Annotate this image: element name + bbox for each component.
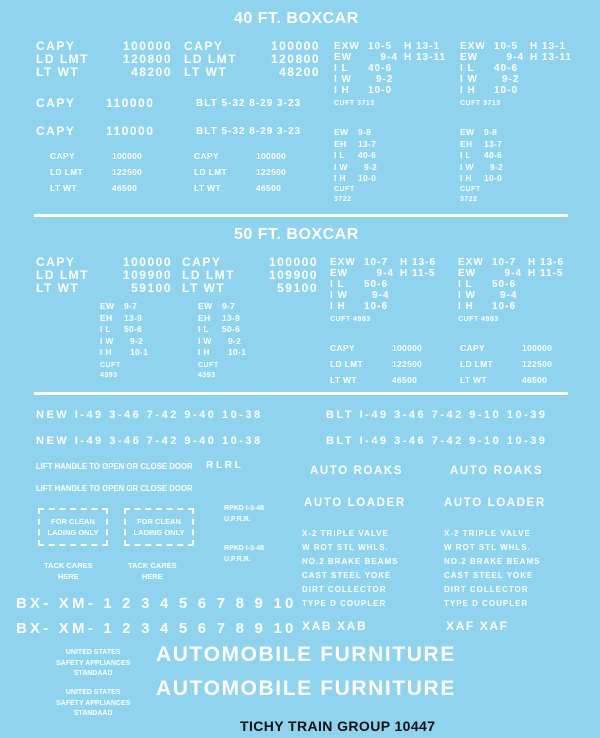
cuft-50-ew-b (198, 361, 219, 381)
dim-value: 13-7 (358, 138, 377, 149)
dim-value: H 13-1 (404, 41, 441, 52)
dim-value: 10-0 (494, 85, 519, 96)
value: 100000 (112, 151, 143, 161)
dim-value: 9-7 (124, 301, 138, 311)
value: 120800 (122, 52, 172, 66)
dim-value: 10-1 (228, 347, 247, 357)
dim-label: EXW (460, 41, 486, 52)
brake-line: CAST STEEL YOKE (302, 571, 392, 580)
dim-value: 50-6 (222, 324, 241, 334)
safety-line: STANDAAD (73, 710, 113, 717)
dim-value: 9-2 (130, 335, 144, 346)
cuft-value: 3722 (334, 196, 352, 203)
dim-label: I L (460, 63, 475, 74)
cuft-40-b: CUFT 3713 (460, 100, 501, 107)
value: 100000 (268, 255, 318, 269)
new-dates-2: NEW I-49 3-46 7-42 9-40 10-38 (36, 435, 263, 447)
clean-lading-box-a (38, 508, 108, 546)
dimensions-40-exw-a (334, 41, 446, 96)
label: LD LMT (50, 167, 83, 177)
value: 100000 (392, 343, 423, 353)
dimensions-40-exw-b (460, 41, 572, 96)
clean-line: LADING ONLY (47, 528, 99, 537)
value: 48200 (131, 65, 172, 79)
dimensions-50-exw-a (330, 257, 436, 312)
value: 110000 (106, 124, 155, 138)
dim-label: EXW (330, 257, 356, 268)
brake-line: DIRT COLLECTOR (302, 585, 387, 594)
dim-label: EW (198, 301, 213, 311)
dim-label: I W (334, 74, 352, 85)
label: LD LMT (194, 167, 227, 177)
dim-value: 50-6 (364, 279, 389, 290)
dim-label: I W (460, 74, 478, 85)
cuft-50-b: CUFT 4983 (458, 316, 499, 323)
dim-label: I W (458, 290, 476, 301)
capacity-block-40-a (36, 40, 172, 79)
dim-label: EW (334, 52, 353, 63)
class-xaf: XAF XAF (446, 619, 509, 633)
manufacturer-footer: TICHY TRAIN GROUP 10447 (240, 718, 436, 734)
lift-handle-notice-2: LIFT HANDLE TO OPEN OR CLOSE DOOR (36, 484, 193, 493)
brake-line: W ROT STL WHLS. (302, 543, 389, 552)
label: LD LMT (460, 359, 493, 369)
brake-stencil-b (444, 527, 540, 611)
label: CAPY (184, 39, 224, 53)
dim-value: 50-6 (124, 324, 143, 334)
tack-line: TACK CARES (128, 561, 177, 570)
repack-line: U.P.R.R. (224, 555, 251, 563)
tack-line: HERE (57, 572, 79, 581)
value: 110000 (106, 96, 155, 110)
built-dates-2: BLT I-49 3-46 7-42 9-10 10-39 (326, 435, 548, 447)
dim-value: 9-2 (502, 74, 520, 85)
label: LD LMT (36, 268, 89, 282)
dim-label: EW (330, 268, 349, 279)
value: 59100 (131, 281, 172, 295)
class-xab: XAB XAB (302, 619, 368, 633)
repack-line: U.P.R.R. (224, 515, 251, 523)
dim-value: 10-0 (358, 173, 377, 183)
dim-value: 40-6 (368, 63, 393, 74)
label: LT WT (36, 65, 80, 79)
clean-line: FOR CLEAN (137, 517, 181, 526)
dim-value: 9-2 (490, 161, 504, 172)
value: 100000 (270, 39, 320, 53)
dim-label: I W (460, 161, 474, 172)
value: 122500 (522, 359, 553, 369)
brake-line: TYPE D COUPLER (302, 599, 387, 608)
value: 46500 (256, 183, 282, 193)
dim-value: 10-6 (364, 301, 389, 312)
dim-label: I L (334, 63, 349, 74)
clean-lading-box-b (124, 508, 194, 546)
label: LD LMT (36, 52, 89, 66)
dim-value: 10-5 (368, 41, 393, 52)
reporting-marks-1: BX- XM- 1 2 3 4 5 6 7 8 9 10 (16, 595, 297, 612)
dim-value: H 13-6 (400, 257, 437, 268)
small-capacity-50-a (330, 340, 422, 388)
title-40ft: 40 FT. BOXCAR (234, 10, 359, 27)
label: CAPY (50, 151, 75, 161)
dim-label: I L (100, 324, 111, 334)
lift-handle-notice-1: LIFT HANDLE TO OPEN OR CLOSE DOOR (36, 462, 193, 471)
dim-label: I L (458, 279, 473, 290)
dim-value: 9-4 (500, 290, 518, 301)
dim-label: EH (198, 312, 211, 323)
label: LT WT (50, 183, 77, 193)
label: CAPY (36, 255, 76, 269)
dim-value: 9-4 (380, 52, 398, 63)
reporting-marks-2: BX- XM- 1 2 3 4 5 6 7 8 9 10 (16, 620, 297, 637)
new-dates-1: NEW I-49 3-46 7-42 9-40 10-38 (36, 409, 263, 421)
clean-line: LADING ONLY (133, 528, 185, 537)
dim-value: 9-2 (376, 74, 394, 85)
dim-value: 40-6 (494, 63, 519, 74)
dim-value: 10-5 (494, 41, 519, 52)
safety-appliances-a (56, 648, 130, 680)
label: CAPY (330, 343, 355, 353)
dim-value: 10-7 (364, 257, 389, 268)
section-divider (34, 392, 568, 395)
value: 122500 (392, 359, 423, 369)
dim-label: EW (460, 52, 479, 63)
value: 109900 (122, 268, 172, 282)
cuft-label: CUFT (100, 362, 121, 369)
dim-label: I H (334, 85, 350, 96)
dim-label: EW (334, 127, 349, 137)
label: CAPY (460, 343, 485, 353)
auto-roaks-b: AUTO ROAKS (450, 465, 544, 477)
dim-value: 10-0 (484, 173, 503, 183)
cuft-value: 4393 (100, 372, 118, 379)
dim-value: 13-9 (124, 312, 143, 323)
value: 100000 (256, 151, 287, 161)
value: 109900 (268, 268, 318, 282)
dim-label: I H (460, 173, 472, 183)
label: CAPY (182, 255, 222, 269)
built-dates-1: BLT I-49 3-46 7-42 9-10 10-39 (326, 409, 548, 421)
dim-value: 10-6 (492, 301, 517, 312)
safety-line: UNITED STATES (65, 689, 121, 696)
dim-value: 9-4 (504, 268, 522, 279)
dim-label: EH (460, 138, 473, 149)
label: LT WT (330, 375, 357, 385)
dim-value: 9-2 (364, 161, 378, 172)
label: LT WT (184, 65, 228, 79)
cuft-value: 3722 (460, 196, 478, 203)
automobile-furniture-2: AUTOMOBILE FURNITURE (156, 677, 456, 700)
small-capacity-40-b (194, 148, 286, 196)
cuft-50-ew-a (100, 361, 121, 381)
dim-value: 40-6 (358, 150, 377, 160)
door-side-marks: R L R L (206, 460, 241, 471)
dim-value: 10-1 (130, 347, 149, 357)
dim-value: 13-9 (222, 312, 241, 323)
safety-line: SAFETY APPLIANCES (56, 659, 131, 667)
capy-110-a (36, 96, 154, 110)
dim-label: I W (330, 290, 348, 301)
label: CAPY (36, 96, 76, 110)
cuft-40-ew-a (334, 185, 355, 205)
cuft-label: CUFT (460, 186, 481, 193)
capacity-block-50-a (36, 256, 172, 295)
dimensions-50-ew-b (198, 301, 246, 359)
value: 120800 (270, 52, 320, 66)
cuft-label: CUFT (198, 362, 219, 369)
dimensions-50-exw-b (458, 257, 564, 312)
label: CAPY (36, 39, 76, 53)
tack-line: HERE (141, 572, 163, 581)
dim-value: 9-4 (506, 52, 524, 63)
safety-line: SAFETY APPLIANCES (56, 699, 131, 707)
label: LT WT (36, 281, 80, 295)
small-capacity-40-a (50, 148, 142, 196)
cuft-40-ew-b (460, 185, 481, 205)
dim-value: 9-7 (222, 301, 236, 311)
brake-line: W ROT STL WHLS. (444, 543, 531, 552)
dim-label: I W (100, 335, 114, 346)
dimensions-40-ew-a (334, 127, 377, 185)
dim-value: H 11-5 (400, 268, 436, 279)
dim-value: H 13-11 (530, 52, 573, 63)
label: LD LMT (184, 52, 237, 66)
cuft-40-a: CUFT 3713 (334, 100, 375, 107)
dim-label: I L (198, 324, 209, 334)
dim-value: H 13-11 (404, 52, 447, 63)
dim-label: I W (334, 161, 348, 172)
value: 46500 (112, 183, 138, 193)
brake-line: TYPE D COUPLER (444, 599, 529, 608)
value: 100000 (522, 343, 553, 353)
value: 48200 (279, 65, 320, 79)
dim-label: EH (100, 312, 113, 323)
tack-cares-a (44, 560, 93, 582)
brake-stencil-a (302, 527, 398, 611)
section-divider (34, 214, 568, 217)
value: 100000 (122, 39, 172, 53)
capacity-block-40-b (184, 40, 320, 79)
auto-loader-a: AUTO LOADER (304, 497, 406, 509)
tack-line: TACK CARES (44, 561, 93, 570)
dim-label: I H (334, 173, 346, 183)
automobile-furniture-1: AUTOMOBILE FURNITURE (156, 643, 456, 666)
dim-label: I H (330, 301, 346, 312)
dim-value: 13-7 (484, 138, 503, 149)
dimensions-40-ew-b (460, 127, 503, 185)
dim-value: 9-2 (228, 335, 242, 346)
value: 100000 (122, 255, 172, 269)
tack-cares-b (128, 560, 177, 582)
dim-label: I W (198, 335, 212, 346)
value: 122500 (256, 167, 287, 177)
brake-line: X-2 TRIPLE VALVE (302, 529, 389, 538)
dim-value: 40-6 (484, 150, 503, 160)
dim-value: 10-7 (492, 257, 517, 268)
repack-line: RPKD I-3-48 (224, 545, 265, 552)
label: LT WT (460, 375, 487, 385)
cuft-value: 4393 (198, 372, 216, 379)
repack-line: RPKD I-3-48 (224, 505, 265, 512)
label: LD LMT (182, 268, 235, 282)
dim-label: I L (330, 279, 345, 290)
auto-roaks-a: AUTO ROAKS (310, 465, 404, 477)
brake-line: NO.2 BRAKE BEAMS (302, 557, 399, 566)
dim-label: I H (460, 85, 476, 96)
small-capacity-50-b (460, 340, 552, 388)
brake-line: CAST STEEL YOKE (444, 571, 534, 580)
label: LT WT (194, 183, 221, 193)
dim-label: I L (334, 150, 345, 160)
dim-label: EW (458, 268, 477, 279)
dim-label: I L (460, 150, 471, 160)
dim-label: EW (460, 127, 475, 137)
dim-value: 9-4 (372, 290, 390, 301)
dim-label: I H (458, 301, 474, 312)
dim-value: 10-0 (368, 85, 393, 96)
dim-value: H 11-5 (528, 268, 564, 279)
dim-value: H 13-1 (530, 41, 567, 52)
dim-label: EXW (458, 257, 484, 268)
built-date-40-b: BLT 5-32 8-29 3-23 (196, 126, 302, 137)
capy-110-b (36, 124, 154, 138)
safety-appliances-b (56, 688, 130, 720)
dim-value: 50-6 (492, 279, 517, 290)
capacity-block-50-b (182, 256, 318, 295)
dim-value: 9-8 (358, 127, 372, 137)
label: CAPY (36, 124, 76, 138)
value: 46500 (392, 375, 418, 385)
safety-line: UNITED STATES (65, 649, 121, 656)
dim-label: EW (100, 301, 115, 311)
repack-stencil-2 (224, 544, 264, 565)
label: LT WT (182, 281, 226, 295)
dim-label: EH (334, 138, 347, 149)
cuft-label: CUFT (334, 186, 355, 193)
label: CAPY (194, 151, 219, 161)
dim-value: H 13-6 (528, 257, 565, 268)
dimensions-50-ew-a (100, 301, 148, 359)
brake-line: NO.2 BRAKE BEAMS (444, 557, 541, 566)
value: 59100 (277, 281, 318, 295)
built-date-40-a: BLT 5-32 8-29 3-23 (196, 98, 302, 109)
brake-line: X-2 TRIPLE VALVE (444, 529, 531, 538)
clean-line: FOR CLEAN (51, 517, 95, 526)
dim-label: I H (100, 347, 112, 357)
dim-value: 9-8 (484, 127, 498, 137)
cuft-50-a: CUFT 4983 (330, 316, 371, 323)
dim-value: 9-4 (376, 268, 394, 279)
dim-label: I H (198, 347, 210, 357)
value: 122500 (112, 167, 143, 177)
safety-line: STANDAAD (73, 670, 113, 677)
auto-loader-b: AUTO LOADER (444, 497, 546, 509)
repack-stencil-1 (224, 504, 264, 525)
value: 46500 (522, 375, 548, 385)
dim-label: EXW (334, 41, 360, 52)
title-50ft: 50 FT. BOXCAR (234, 226, 359, 243)
label: LD LMT (330, 359, 363, 369)
brake-line: DIRT COLLECTOR (444, 585, 529, 594)
